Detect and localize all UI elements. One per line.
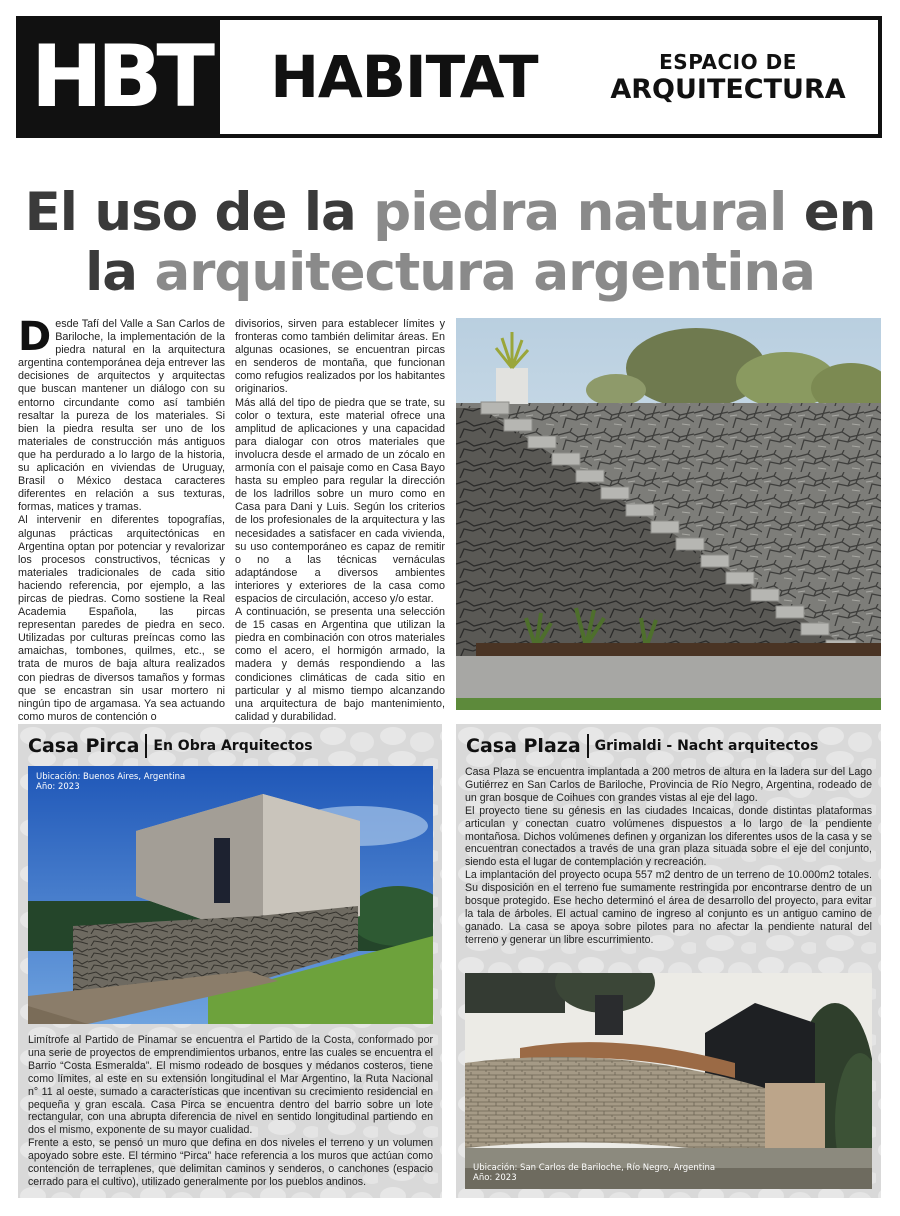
casa-plaza-description (465, 766, 872, 947)
casa-plaza-title (466, 734, 818, 758)
headline-part4: la (85, 242, 155, 303)
tagline-line2: ARQUITECTURA (610, 73, 846, 105)
headline-part1: El uso de la (24, 182, 374, 243)
casa-plaza-panel (456, 724, 881, 1198)
headline-part3: en (786, 182, 876, 243)
casa-pirca-paragraph: Limítrofe al Partido de Pinamar se encuentra el Partido de la Costa, conformado por una serie de proyectos de emprendimientos urbanos, entre las cuales se encuentra el Barrio “Costa Esmeralda”. El mismo rodeado de bosques y médanos costeros, tiene como límites, al este en su extensión longitudinal el Mar Argentino, la Ruta Nacional n° 11 al oeste, sumado a características que incentivan su crecimiento residencial en pequeña y gran escala. Casa Pirca se encuentra dentro del barrio sobre un lote rectangular, con una abrupta diferencia de nivel en sentido longitudinal partiendo en dos el mismo, exponente de su mayor cualidad. (28, 1034, 433, 1137)
casa-plaza-paragraph: La implantación del proyecto ocupa 557 m2 dentro de un terreno de 10.000m2 totales. Su disposición en el terreno fue sumamente restringida por encontrarse dentro de un bosque protegido. Ese hecho determinó el área de desarrollo del proyecto, para evitar la tala de árboles. El actual camino de ingreso al conjunto es un antiguo camino de ganado. La casa se apoya sobre pilotes para no afectar la pendiente natural del terreno y generar un libre escurrimiento. (465, 869, 872, 946)
article-paragraph: divisorios, sirven para establecer límites y fronteras como también delimitar áreas. En algunas ocasiones, se encuentran pircas en senderos de montaña, que funcionan como refugios realizados por los habitantes originarios. (235, 318, 445, 396)
stone-stair-illustration (456, 318, 881, 710)
title-divider (587, 734, 589, 758)
casa-pirca-title (28, 734, 313, 758)
casa-plaza-illustration (465, 973, 872, 1189)
page-title (0, 183, 900, 303)
casa-pirca-paragraph: Frente a esto, se pensó un muro que defina en dos niveles el terreno y un volumen apoyado sobre este. El término “Pirca” hace referencia a los muros que actúan como contención de terraplenes, que delimitan caminos y senderos, o canchones (espacio cerrado para el cultivo), utilizado generalmente por los pueblos andinos. (28, 1137, 433, 1188)
project-name: Casa Pirca (28, 735, 140, 757)
architect-firm: En Obra Arquitectos (153, 738, 313, 754)
tagline-line1: ESPACIO DE (659, 49, 797, 74)
article-paragraph: esde Tafí del Valle a San Carlos de Bariloche, la implementación de la piedra natural en la arquitectura argentina contemporánea deja entrever las decisiones de arquitectos y arquitectas que buscan mantener un diálogo con su entorno circundante como así también resaltar la pureza de los materiales. Si bien la piedra resulta ser uno de los materiales de construcción más antiguos que ha perdurado a lo largo de la historia, su aplicación en viviendas de Uruguay, Brasil o México destaca caracteres diferentes en relación a sus texturas, formas, matices y tramas. (18, 318, 225, 514)
stone-stair-photo (456, 318, 881, 710)
architect-firm: Grimaldi - Nacht arquitectos (594, 738, 819, 754)
casa-pirca-caption (36, 772, 185, 792)
casa-pirca-panel (18, 724, 442, 1198)
tagline (588, 20, 878, 134)
caption-location: Ubicación: San Carlos de Bariloche, Río Negro, Argentina (473, 1163, 716, 1173)
casa-plaza-caption (473, 1163, 715, 1183)
project-name: Casa Plaza (466, 735, 581, 757)
drop-cap: D (18, 314, 52, 360)
caption-location: Ubicación: Buenos Aires, Argentina (36, 772, 186, 782)
masthead (16, 16, 882, 138)
brand-title: HABITAT (270, 43, 538, 111)
article-paragraph: Más allá del tipo de piedra que se trate, su color o textura, este material ofrece una amplitud de aplicaciones y una capacidad para dialogar con otros materiales que involucra desde el armado de un zócalo en armonía con el paisaje como en Casa Bayo hasta su empleo para regular la dirección de los ladrillos sobre un muro como en Casa para Dani y Luis. Según los criterios de los profesionales de la arquitectura y las necesidades a satisfacer en cada vivienda, su uso contemporáneo es capaz de remitir o no a las técnicas vernáculas adaptándose a diversos ambientes interiores y exteriores de la casa como espacios de circulación, acceso y/o estar. (235, 396, 445, 605)
casa-plaza-paragraph: Casa Plaza se encuentra implantada a 200 metros de altura en la ladera sur del Lago Gutiérrez en San Carlos de Bariloche, Provincia de Río Negro, Argentina, rodeado de un gran bosque de Coihues con grandes vistas al eje del lago. (465, 766, 872, 804)
caption-year: Año: 2023 (36, 782, 80, 792)
title-divider (145, 734, 147, 758)
casa-pirca-description (28, 1034, 433, 1189)
caption-year: Año: 2023 (473, 1173, 517, 1183)
article-paragraph: A continuación, se presenta una selección de 15 casas en Argentina que utilizan la piedra en combinación con otros materiales como el acero, el hormigón armado, la madera y demás respondiendo a las condiciones climáticas de cada sitio en particular y al mismo tiempo alcanzando una arquitectura de bajo mantenimiento, calidad y durabilidad. (235, 606, 445, 723)
headline-part5: arquitectura argentina (154, 242, 815, 303)
hbt-logo: HBT (20, 20, 220, 134)
headline-part2: piedra natural (373, 182, 787, 243)
casa-plaza-paragraph: El proyecto tiene su génesis en las ciudades Incaicas, donde distintas plataformas articulan y conectan cuatro volúmenes dispuestos a lo largo de la pendiente montañosa. Dichos volúmenes definen y organizan los diferentes usos de la casa y se encuentran conectados a través de una gran plaza situada sobre el eje del conjunto, siendo esta el lugar de contemplación y recreación. (465, 804, 872, 869)
article-paragraph: Al intervenir en diferentes topografías, algunas prácticas arquitectónicas en Argentina optan por potenciar y revalorizar los procesos constructivos, técnicas y materiales tradicionales de cada sitio haciendo referencia, por ejemplo, a las pircas de piedras. Como sostiene la Real Academia Española, las pircas representan paredes de piedra en seco. Utilizadas por culturas preíncas como las amaichas, tombones, quilmes, etc., se trata de muros de baja altura realizados con piedras de diversos tamaños y formas que se encastran sin usar mortero ni ningún tipo de argamasa. Ya sea actuando como muros de contención o (18, 514, 225, 723)
casa-pirca-illustration (28, 766, 433, 1024)
casa-pirca-photo (28, 766, 433, 1024)
article-column-2 (235, 318, 445, 724)
casa-plaza-photo (465, 973, 872, 1189)
article-column-1 (18, 314, 225, 724)
